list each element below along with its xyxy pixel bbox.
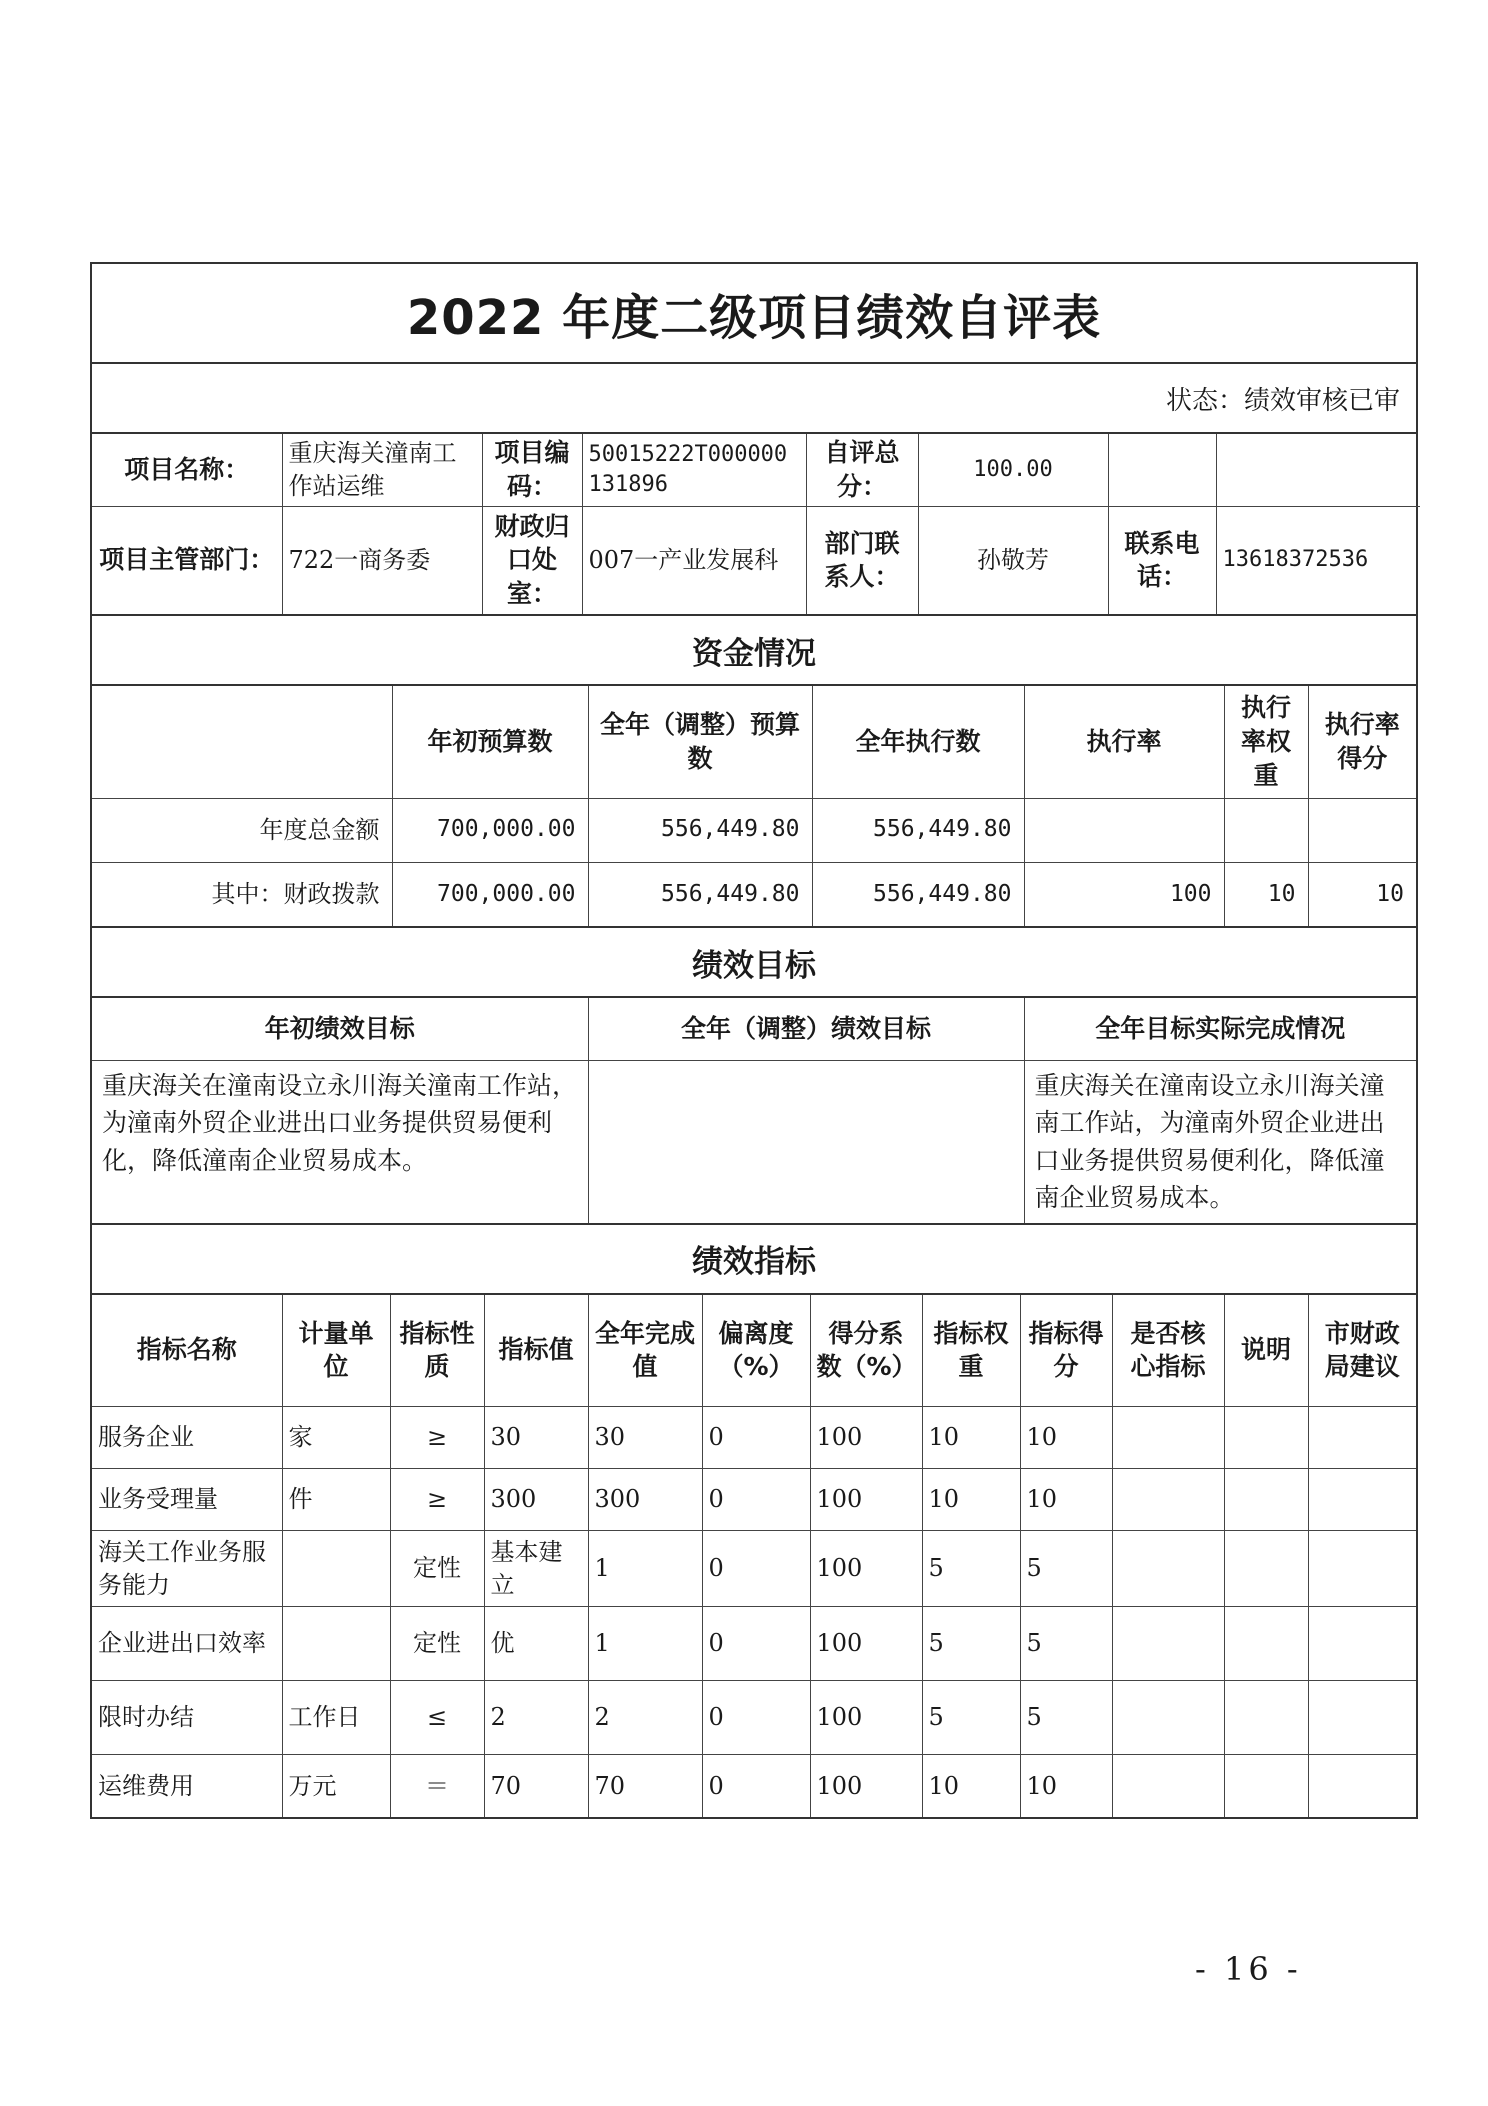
indicator-header: 是否核心指标 — [1112, 1295, 1224, 1407]
goals-header: 全年目标实际完成情况 — [1024, 998, 1416, 1060]
indicator-cell: 30 — [484, 1407, 588, 1469]
indicator-cell — [1112, 1681, 1224, 1755]
indicator-cell: 5 — [922, 1681, 1020, 1755]
indicator-cell — [1224, 1531, 1308, 1607]
table-row — [92, 798, 1416, 862]
indicator-cell: 10 — [1020, 1407, 1112, 1469]
indicator-cell: 100 — [810, 1755, 922, 1817]
indicator-cell: 100 — [810, 1469, 922, 1531]
indicator-cell: 家 — [282, 1407, 390, 1469]
indicator-cell: 10 — [922, 1469, 1020, 1531]
table-row — [92, 1681, 1416, 1755]
funds-header: 执行率得分 — [1308, 686, 1416, 798]
indicator-cell — [1308, 1531, 1416, 1607]
indicator-cell: 100 — [810, 1407, 922, 1469]
funds-cell: 556,449.80 — [588, 862, 812, 926]
funds-cell: 556,449.80 — [812, 862, 1024, 926]
project-name-label: 项目名称： — [92, 434, 282, 506]
indicator-cell — [1308, 1607, 1416, 1681]
indicator-cell: ＝ — [390, 1755, 484, 1817]
goals-table — [92, 998, 1416, 1223]
funds-row-label: 其中：财政拨款 — [92, 862, 392, 926]
goals-heading: 绩效目标 — [90, 928, 1418, 998]
funds-cell: 10 — [1224, 862, 1308, 926]
finance-value: 007一产业发展科 — [582, 506, 806, 614]
indicator-cell — [282, 1607, 390, 1681]
indicator-cell: 0 — [702, 1681, 810, 1755]
funds-header: 执行率权重 — [1224, 686, 1308, 798]
indicator-cell: 万元 — [282, 1755, 390, 1817]
indicator-cell: 优 — [484, 1607, 588, 1681]
indicator-cell: 100 — [810, 1607, 922, 1681]
table-row — [92, 1531, 1416, 1607]
indicator-header: 指标性质 — [390, 1295, 484, 1407]
indicator-cell: 服务企业 — [92, 1407, 282, 1469]
indicator-cell: 0 — [702, 1469, 810, 1531]
phone-value: 13618372536 — [1216, 506, 1420, 614]
indicator-header: 市财政局建议 — [1308, 1295, 1416, 1407]
indicator-cell: 70 — [484, 1755, 588, 1817]
indicator-cell — [1112, 1407, 1224, 1469]
funds-table — [92, 686, 1416, 926]
indicator-header: 指标权重 — [922, 1295, 1020, 1407]
indicator-cell: 2 — [484, 1681, 588, 1755]
funds-header: 执行率 — [1024, 686, 1224, 798]
indicator-cell: ≤ — [390, 1681, 484, 1755]
finance-label: 财政归口处室： — [482, 506, 582, 614]
indicator-cell: 业务受理量 — [92, 1469, 282, 1531]
indicator-header: 指标值 — [484, 1295, 588, 1407]
indicator-cell: 限时办结 — [92, 1681, 282, 1755]
goals-section — [90, 998, 1418, 1225]
indicators-section — [90, 1295, 1418, 1819]
indicator-cell: 100 — [810, 1531, 922, 1607]
indicator-cell: 300 — [484, 1469, 588, 1531]
indicator-header: 得分系数（%） — [810, 1295, 922, 1407]
indicator-cell — [1112, 1469, 1224, 1531]
phone-label: 联系电话： — [1108, 506, 1216, 614]
indicator-cell: 10 — [1020, 1755, 1112, 1817]
indicator-cell — [1112, 1607, 1224, 1681]
funds-cell — [1308, 798, 1416, 862]
dept-label: 项目主管部门： — [92, 506, 282, 614]
indicator-cell: 10 — [922, 1407, 1020, 1469]
funds-cell: 700,000.00 — [392, 862, 588, 926]
indicator-cell: 10 — [1020, 1469, 1112, 1531]
indicator-cell: 10 — [922, 1755, 1020, 1817]
indicator-cell — [1112, 1755, 1224, 1817]
adjusted-goal-text — [588, 1060, 1024, 1223]
indicator-header: 指标名称 — [92, 1295, 282, 1407]
funds-cell: 100 — [1024, 862, 1224, 926]
indicator-cell: 工作日 — [282, 1681, 390, 1755]
project-info-section — [90, 434, 1418, 616]
indicator-cell: 0 — [702, 1407, 810, 1469]
indicator-cell: 0 — [702, 1607, 810, 1681]
table-row — [92, 1469, 1416, 1531]
indicator-cell: 定性 — [390, 1531, 484, 1607]
indicator-cell — [1224, 1469, 1308, 1531]
indicator-cell: 30 — [588, 1407, 702, 1469]
indicator-header: 说明 — [1224, 1295, 1308, 1407]
table-row — [92, 1607, 1416, 1681]
evaluation-form — [90, 262, 1418, 1819]
indicator-cell: 2 — [588, 1681, 702, 1755]
funds-cell: 10 — [1308, 862, 1416, 926]
dept-value: 722一商务委 — [282, 506, 482, 614]
indicator-header: 偏离度（%） — [702, 1295, 810, 1407]
indicator-cell: 5 — [1020, 1607, 1112, 1681]
indicator-cell: 1 — [588, 1531, 702, 1607]
empty-cell — [1108, 434, 1216, 506]
funds-cell — [1224, 798, 1308, 862]
indicator-cell — [1308, 1755, 1416, 1817]
goals-header: 年初绩效目标 — [92, 998, 588, 1060]
page-number: - 16 - — [1195, 1950, 1302, 1988]
indicator-header: 指标得分 — [1020, 1295, 1112, 1407]
table-row — [92, 862, 1416, 926]
funds-header: 全年（调整）预算数 — [588, 686, 812, 798]
funds-cell: 556,449.80 — [812, 798, 1024, 862]
funds-heading: 资金情况 — [90, 616, 1418, 686]
indicator-header: 全年完成值 — [588, 1295, 702, 1407]
funds-header: 年初预算数 — [392, 686, 588, 798]
indicator-cell — [282, 1531, 390, 1607]
indicator-cell: 0 — [702, 1531, 810, 1607]
indicator-cell: 企业进出口效率 — [92, 1607, 282, 1681]
indicator-cell: 海关工作业务服务能力 — [92, 1531, 282, 1607]
status-line: 状态：绩效审核已审 — [90, 364, 1418, 434]
score-value: 100.00 — [918, 434, 1108, 506]
indicator-cell — [1308, 1681, 1416, 1755]
indicator-cell — [1224, 1681, 1308, 1755]
indicators-heading: 绩效指标 — [90, 1225, 1418, 1295]
funds-section — [90, 686, 1418, 928]
actual-completion-text: 重庆海关在潼南设立永川海关潼南工作站，为潼南外贸企业进出口业务提供贸易便利化，降低潼南企业贸易成本。 — [1024, 1060, 1416, 1223]
indicators-table — [92, 1295, 1416, 1817]
contact-value: 孙敬芳 — [918, 506, 1108, 614]
table-row — [92, 1407, 1416, 1469]
indicator-cell: 5 — [1020, 1531, 1112, 1607]
indicator-cell: 5 — [922, 1531, 1020, 1607]
indicator-cell: 5 — [922, 1607, 1020, 1681]
indicator-cell — [1112, 1531, 1224, 1607]
form-title: 2022 年度二级项目绩效自评表 — [90, 262, 1418, 364]
funds-header-blank — [92, 686, 392, 798]
indicator-cell: ≥ — [390, 1407, 484, 1469]
indicator-cell: 基本建立 — [484, 1531, 588, 1607]
funds-cell: 700,000.00 — [392, 798, 588, 862]
initial-goal-text: 重庆海关在潼南设立永川海关潼南工作站，为潼南外贸企业进出口业务提供贸易便利化，降低潼南企业贸易成本。 — [92, 1060, 588, 1223]
indicator-cell — [1224, 1607, 1308, 1681]
indicator-cell: 运维费用 — [92, 1755, 282, 1817]
indicator-cell: 定性 — [390, 1607, 484, 1681]
indicator-cell — [1224, 1755, 1308, 1817]
funds-row-label: 年度总金额 — [92, 798, 392, 862]
indicator-cell: 70 — [588, 1755, 702, 1817]
project-name-value: 重庆海关潼南工作站运维 — [282, 434, 482, 506]
indicator-cell: ≥ — [390, 1469, 484, 1531]
indicator-cell — [1308, 1469, 1416, 1531]
project-info-table — [92, 434, 1420, 614]
indicator-cell: 300 — [588, 1469, 702, 1531]
indicator-cell: 1 — [588, 1607, 702, 1681]
contact-label: 部门联系人： — [806, 506, 918, 614]
project-code-label: 项目编码： — [482, 434, 582, 506]
funds-cell — [1024, 798, 1224, 862]
goals-header: 全年（调整）绩效目标 — [588, 998, 1024, 1060]
funds-header: 全年执行数 — [812, 686, 1024, 798]
project-code-value: 50015222T000000131896 — [582, 434, 806, 506]
indicator-cell: 100 — [810, 1681, 922, 1755]
indicator-cell — [1308, 1407, 1416, 1469]
indicator-header: 计量单位 — [282, 1295, 390, 1407]
indicator-cell: 5 — [1020, 1681, 1112, 1755]
indicator-cell: 0 — [702, 1755, 810, 1817]
score-label: 自评总分： — [806, 434, 918, 506]
indicator-cell: 件 — [282, 1469, 390, 1531]
funds-cell: 556,449.80 — [588, 798, 812, 862]
empty-cell — [1216, 434, 1420, 506]
table-row — [92, 1755, 1416, 1817]
indicator-cell — [1224, 1407, 1308, 1469]
